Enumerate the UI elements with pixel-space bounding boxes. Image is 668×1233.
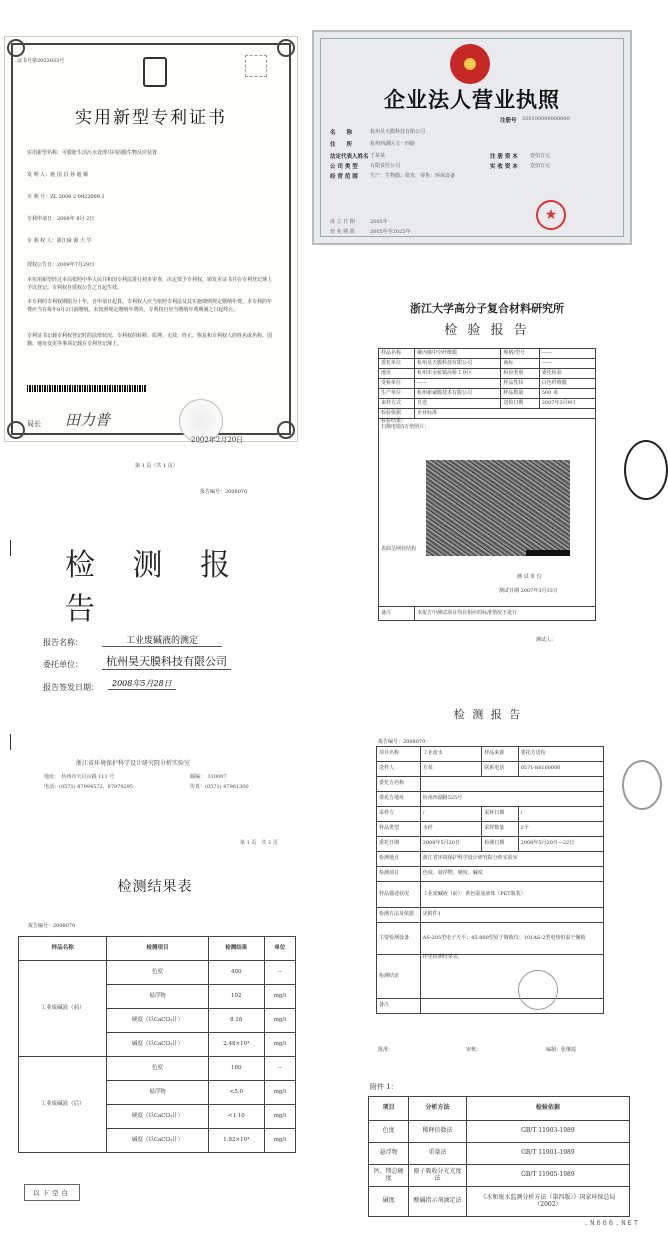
issue-date: 2002年2月20日 [191, 436, 244, 444]
test-report-detail [368, 700, 608, 1060]
table-cell: 色度 [107, 961, 209, 985]
page-number: 第 1 页（共 1 页） [135, 463, 178, 469]
table-cell: 白色纤维膜 [539, 379, 595, 389]
table-cell: 企业标准 [414, 409, 595, 419]
table-cell: 2007年3月9日 [539, 399, 595, 409]
table-cell: 本报告中测试项目均在相应的标准情况下进行 [414, 607, 595, 621]
table-cell: ------ [539, 359, 595, 369]
registration-label: 注册号 [500, 118, 517, 124]
redaction-bar [526, 550, 570, 556]
grant-date: 授权公告日：2009年7月29日 [27, 262, 95, 268]
table-cell: 工业废水 [420, 747, 482, 762]
result-label: 检验结果： [381, 418, 407, 424]
table-cell: 聚丙烯中空纤维膜 [414, 349, 500, 359]
table-cell: 检验依据 [379, 409, 415, 419]
report-name-label: 报告名称： [43, 638, 83, 647]
table-cell: 委托日期 [377, 837, 421, 852]
table-cell: 见附件1 [420, 908, 603, 923]
table-cell: 0571-88160000 [518, 762, 603, 777]
table-cell: ------ [539, 349, 595, 359]
table-cell: 采样方 [377, 807, 421, 822]
column-header: 单位 [264, 937, 295, 961]
company-type: 有限责任公司 [370, 163, 401, 169]
methods-table [368, 1096, 630, 1217]
report-name-value: 工业废碱液的测定 [102, 633, 222, 647]
column-header: 分析方法 [409, 1097, 467, 1121]
license-title: 企业法人营业执照 [384, 88, 560, 112]
table-cell: 商标 [501, 359, 539, 369]
table-cell: mg/l [264, 1009, 295, 1033]
site-watermark: .N666.NET [584, 1219, 640, 1227]
results-table [18, 936, 296, 1153]
corner-ornament-icon [277, 421, 295, 439]
certificate-serial: 证书号第2023033号 [17, 58, 65, 64]
table-cell: 规格/型号 [501, 349, 539, 359]
patent-certificate [4, 36, 298, 469]
test-unit-label: 测 试 单 位 [517, 574, 542, 580]
license-field-label: 营 业 期 限 [330, 229, 355, 235]
table-cell: 检测地点 [377, 852, 421, 867]
binding-mark [10, 734, 11, 750]
sem-micrograph [426, 460, 570, 556]
utility-model-name: 实用新型名称：可膨胀生活污水处理共同固膜生物反应装置 [27, 150, 158, 156]
license-field-label: 住 所 [330, 142, 353, 148]
table-cell: -- [264, 1057, 295, 1081]
column-header: 项目 [369, 1097, 409, 1121]
institute-name: 浙江大学高分子复合材料研究所 [410, 302, 564, 315]
table-cell: ------ [414, 379, 500, 389]
table-cell: 碱度 [369, 1187, 409, 1217]
sample-name: 工业废碱液（后） [19, 1057, 107, 1153]
table-cell: 2008年5月20日—22日 [518, 837, 603, 852]
table-cell: 检验类别 [501, 369, 539, 379]
business-license [312, 30, 632, 245]
corner-ornament-icon [7, 39, 25, 57]
established-date: 2005年 [370, 219, 388, 225]
director-label: 局长 [27, 420, 41, 428]
table-cell: 悬浮物 [107, 985, 209, 1009]
table-cell: 样品来源 [482, 747, 518, 762]
table-cell: 委托单位 [379, 359, 415, 369]
table-cell: 受检单位 [379, 379, 415, 389]
table-cell: 工业废碱液（前）：黄色混浊液体（PET瓶装） [420, 882, 603, 908]
table-cell: 500 米 [539, 389, 595, 399]
license-field-label: 注 册 资 本 [490, 154, 518, 160]
column-header: 检测结果 [208, 937, 264, 961]
table-cell: 2008年5月20日 [420, 837, 482, 852]
table-cell: 2个 [518, 822, 603, 837]
partial-seal-icon [624, 440, 668, 500]
table-cell: <5.0 [208, 1081, 264, 1105]
table-cell: 采样数量 [482, 822, 518, 837]
table-cell: 酸碱指示剂滴定法 [409, 1187, 467, 1217]
table-cell: mg/l [264, 985, 295, 1009]
table-cell: 检测方法及依据 [377, 908, 421, 923]
table-cell: 检测项目 [377, 867, 421, 882]
application-date: 专利申请日：2008年 8月 2日 [27, 216, 95, 222]
report-number: 报告编号：2008070 [200, 489, 248, 495]
author-label: 编制：张继霞 [546, 1047, 577, 1053]
patent-holder: 专 利 权 人：浙江绿 源 大 学 [27, 238, 92, 244]
table-cell: 项目名称 [377, 747, 421, 762]
results-title: 检测结果表 [117, 879, 193, 895]
patent-office-emblem-icon [143, 57, 167, 87]
table-cell: 原子吸收分光光度法 [409, 1165, 467, 1187]
qr-code-icon [245, 55, 267, 77]
table-cell: 样品性状 [501, 379, 539, 389]
table-cell: 色度、悬浮物、硬度、碱度 [420, 867, 603, 882]
table-cell: 详见检测结果表。 [420, 955, 603, 999]
table-cell: mg/l [264, 1129, 295, 1153]
license-field-label: 名 称 [330, 130, 353, 136]
table-cell: 备注 [379, 607, 415, 621]
table-cell: mg/l [264, 1081, 295, 1105]
table-cell: mg/l [264, 1105, 295, 1129]
table-cell: 钙、镁总硬度 [369, 1165, 409, 1187]
table-cell: 采样日期 [482, 807, 518, 822]
test-date: 测试日期 2007年3月13日 [499, 588, 558, 594]
table-cell: -- [264, 961, 295, 985]
table-cell: 地址 [379, 369, 415, 379]
table-cell: 杭州新诚膜技术有限公司 [414, 389, 500, 399]
annex-label: 附件 1： [370, 1083, 398, 1091]
barcode-icon [27, 385, 147, 392]
table-cell: 碱度（以CaCO₃计） [107, 1033, 209, 1057]
sample-name: 工业废碱液（前） [19, 961, 107, 1057]
table-cell: 样品数量 [501, 389, 539, 399]
report-info-table [376, 746, 604, 1014]
table-cell: / [518, 807, 603, 822]
paid-in-capital: 壹佰万元 [530, 163, 551, 169]
issue-date-value: 2008年5月28日 [108, 678, 176, 690]
license-field-label: 实 收 资 本 [490, 164, 518, 170]
company-address: 杭州西湖区文一西路 [370, 141, 416, 147]
table-cell: 1.82×10⁴ [208, 1129, 264, 1153]
table-cell: 方某 [420, 762, 482, 777]
table-cell: 生产单位 [379, 389, 415, 399]
national-emblem-icon [450, 44, 490, 84]
table-cell: GB/T 11903-1989 [466, 1121, 629, 1143]
table-cell: 样品类型 [377, 822, 421, 837]
table-cell: 杭州西湖路525号 [420, 792, 603, 807]
surface-caption: 表面呈网状结构 [381, 546, 417, 552]
column-header: 检验依据 [466, 1097, 629, 1121]
table-cell: 水样 [420, 822, 482, 837]
reviewer-label: 审核： [466, 1047, 482, 1053]
report-number: 报告编号：2008070 [378, 739, 426, 745]
table-cell: 检测日期 [482, 837, 518, 852]
table-cell: 送检日期 [501, 399, 539, 409]
license-field-label: 经 营 范 围 [330, 174, 358, 180]
table-cell: 重量法 [409, 1143, 467, 1165]
lab-name: 浙江省环境保护科学设计研究院分析实验室 [76, 760, 191, 767]
table-cell: 检测结论 [377, 955, 421, 999]
column-header: 样品名称 [19, 937, 107, 961]
table-cell: 样品描述状况 [377, 882, 421, 908]
table-cell: 悬浮物 [107, 1081, 209, 1105]
director-signature: 田力普 [65, 411, 111, 429]
table-cell: 160 [208, 1057, 264, 1081]
table-cell: 委托方名称 [377, 777, 421, 792]
sem-caption: 扫描电镜5万倍照片： [381, 423, 430, 430]
corner-ornament-icon [7, 421, 25, 439]
table-cell [420, 777, 603, 792]
certificate-paragraph: 本专利的专利权期限为十年，自申请日起算。专利权人应当依照专利法及其实施细则规定缴纳年费。本专利的年费应当在每年8月2日前缴纳。未按照规定缴纳年费的，专利权自应当缴纳年费期满之日起终止。 [27, 299, 273, 313]
red-seal-icon: ★ [536, 200, 566, 230]
table-cell: AS-205型电子天平；45-800型原子吸收仪；101AS-2型电热恒温干燥箱 [420, 923, 603, 955]
license-field-label: 法定代表人姓名 [330, 154, 369, 160]
binding-mark [10, 540, 11, 556]
certificate-paragraph: 本实用新型经过本局依照中华人民共和国专利法进行初步审查，决定授予专利权，颁发本证书并在专利登记簿上予以登记。专利权自授权公告之日起生效。 [27, 277, 273, 291]
approver-label: 批准： [378, 1047, 394, 1053]
table-cell: mg/l [264, 1033, 295, 1057]
table-cell: 硬度（以CaCO₃计） [107, 1105, 209, 1129]
table-cell: 委托检验 [539, 369, 595, 379]
table-cell: GB/T 11905-1989 [466, 1165, 629, 1187]
report-title: 检 验 报 告 [444, 323, 530, 338]
column-header: 检测项目 [107, 937, 209, 961]
table-cell: 联系电话 [482, 762, 518, 777]
table-cell: 2.48×10⁴ [208, 1033, 264, 1057]
license-field-label: 公 司 类 型 [330, 164, 358, 170]
test-report-cover [0, 480, 300, 860]
registered-capital: 壹佰万元 [530, 153, 551, 159]
table-cell: 硬度（以CaCO₃计） [107, 1009, 209, 1033]
table-cell: 浙江省环境保护科学设计研究院分析实验室 [420, 852, 603, 867]
table-cell: 稀释倍数法 [409, 1121, 467, 1143]
table-cell: 委托方地址 [377, 792, 421, 807]
tester-label: 测试人： [536, 637, 557, 643]
business-scope: 生产：生物膜；批发、零售：环保设备 [370, 173, 456, 179]
issue-date-label: 报告签发日期： [43, 683, 99, 692]
table-cell: 送样人 [377, 762, 421, 777]
patent-number: 专 利 号：ZL 2008 2 0922099.1 [27, 194, 105, 200]
table-cell [420, 999, 603, 1014]
table-cell: 杭州昊天膜科技有限公司 [414, 359, 500, 369]
blank-below-stamp: 以下空白 [24, 1184, 80, 1201]
table-cell: 杭州市余杭镇高桥工业区 [414, 369, 500, 379]
inventor: 发 明 人：施 国 昌 孙 超 顺 [27, 172, 89, 178]
table-cell: GB/T 11901-1989 [466, 1143, 629, 1165]
lab-fax: 传真：(0571) 87961300 [190, 784, 249, 790]
table-cell: 102 [208, 985, 264, 1009]
table-cell: 备注 [377, 999, 421, 1014]
table-cell: 400 [208, 961, 264, 985]
report-number: 报告编号：2008070 [28, 923, 76, 929]
company-name: 杭州昊天膜科技有限公司 [370, 129, 426, 135]
annex-methods [362, 1076, 634, 1216]
client-label: 委托单位： [43, 660, 83, 669]
table-cell: 自送 [414, 399, 500, 409]
business-term: 2005年至2025年 [370, 229, 411, 235]
report-title: 检 测 报 告 [453, 708, 523, 721]
table-cell: <1.10 [208, 1105, 264, 1129]
table-cell: 主要检测设备 [377, 923, 421, 955]
page-number: 第 1 页 共 2 页 [240, 840, 278, 846]
lab-address: 地址： 杭州市天目山路 111 号 [44, 774, 115, 780]
client-value: 杭州昊天膜科技有限公司 [102, 653, 231, 670]
table-cell: 样品名称 [379, 349, 415, 359]
license-field-label: 成 立 日 期 [330, 219, 355, 225]
table-cell: / [420, 807, 482, 822]
test-results-sheet [10, 862, 300, 1218]
partial-seal-icon [622, 760, 662, 810]
table-cell: 碱度（以CaCO₃计） [107, 1129, 209, 1153]
lab-postcode: 邮编： 310007 [190, 774, 227, 780]
table-cell: 悬浮物 [369, 1143, 409, 1165]
cover-title: 检 测 报 告 [65, 548, 245, 627]
certificate-title: 实用新型专利证书 [75, 108, 227, 128]
certificate-paragraph: 专利证书记载专利权登记时的法律状况。专利权的转移、质押、无效、终止、恢复和专利权人的姓名或名称、国籍、地址变更等事项记载在专利登记簿上。 [27, 333, 273, 347]
legal-representative: 王某某 [370, 153, 386, 159]
table-cell: 《水和废水监测分析方法（第四版）》国家环保总局（2002） [466, 1187, 629, 1217]
table-cell: 8.18 [208, 1009, 264, 1033]
table-cell: 来样方式 [379, 399, 415, 409]
table-cell: 色度 [107, 1057, 209, 1081]
zju-inspection-report [376, 296, 598, 646]
table-cell: 委托方送检 [518, 747, 603, 762]
corner-ornament-icon [277, 39, 295, 57]
registration-value: 330100000000000 [522, 116, 570, 122]
lab-seal-icon [518, 970, 558, 1010]
lab-phone: 电话：(0571) 87994572、87979295 [44, 784, 134, 790]
table-cell: 色度 [369, 1121, 409, 1143]
